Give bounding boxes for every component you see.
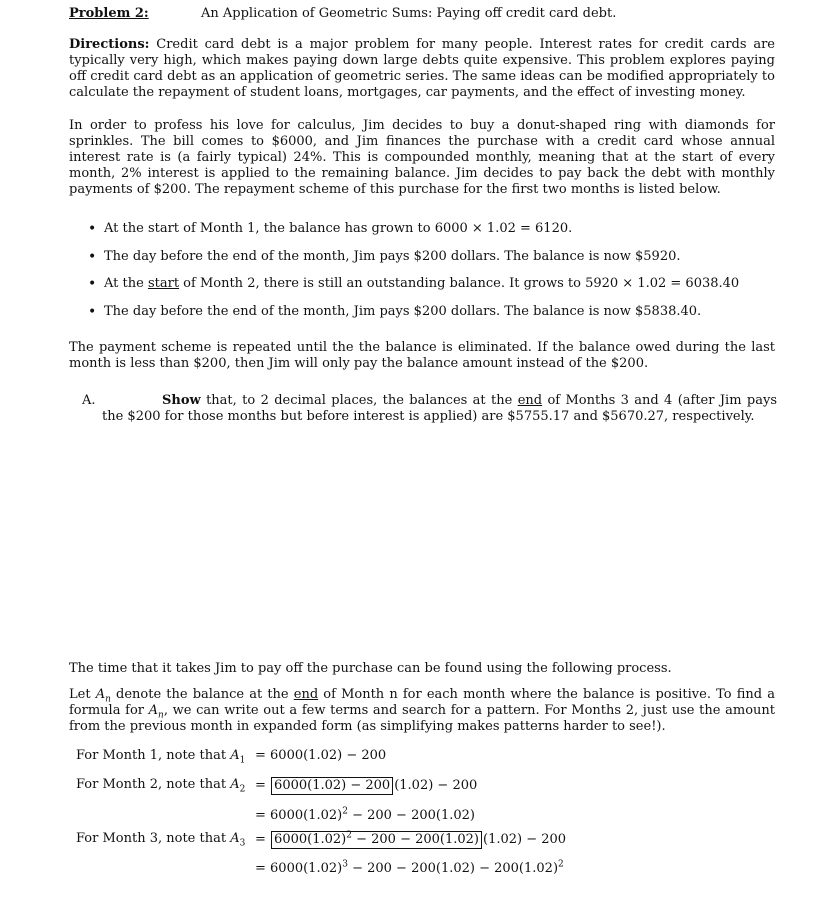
bullet-month2-start: • At the start of Month 2, there is still an outstanding balance. It grows to 5920 × 1.02 = 6038.40 — [88, 276, 778, 304]
bullet-month1-start: • At the start of Month 1, the balance has grown to 6000 × 1.02 = 6120. — [88, 221, 778, 249]
directions-text: Credit card debt is a major problem for many people. Interest rates for credit cards are typically very high, which makes paying down large debts quite expensive. This problem explores paying off credit card debt as an application of geometric series. The same ideas can be modified appropriately to calculate the repayment of student loans, mortgages, car payments, and the effect of investing money. — [69, 37, 776, 100]
repayment-bullet-list — [88, 221, 778, 331]
bullet-month1-payment: • The day before the end of the month, Jim pays $200 dollars. The balance is now $5920. — [88, 249, 778, 277]
var-a: A — [95, 687, 106, 702]
directions-label: Directions: — [69, 37, 150, 52]
start-underline: start — [147, 276, 180, 291]
problem-header — [69, 6, 789, 22]
process-paragraph: The time that it takes Jim to pay off the purchase can be found using the following process. — [69, 661, 672, 676]
bullet-month2-payment: • The day before the end of the month, Jim pays $200 dollars. The balance is now $5838.40. — [88, 304, 778, 332]
part-a-label: A. — [82, 393, 96, 408]
let-an-paragraph: Let $A_n$ denote the balance at the end of Month n for each month where the balance is positive. To find a formula for $A_n$, we can write out a few terms and search for a pattern. For Months 2, just use the amount from the previous month in expanded form (as simplifying makes patterns harder to see!). — [69, 687, 776, 734]
repeat-paragraph: The payment scheme is repeated until the the balance is eliminated. If the balance owed during the last month is less than $200, then Jim will only pay the balance amount instead of the $200. — [69, 340, 775, 371]
bracket-month3: $6000(1.02)^2 - 200 - 200(1.02)$ — [271, 831, 482, 849]
problem-title: An Application of Geometric Sums: Paying off credit card debt. — [201, 6, 617, 21]
problem-label: Problem 2: — [69, 6, 149, 21]
worksheet-page: Problem 2: An Application of Geometric Sums: Paying off credit card debt. Directions: Credit card debt is a major problem for many people. Interest rates for credit cards are typically very high, which makes paying down large debts quite expensive. This problem explores paying off credit card debt as an application of geometric series. The same ideas can be modified appropriately to calculate the repayment of student loans, mortgages, car payments, and the effect of investing money. In order to profess his love for calculus, Jim decides to buy a donut-shaped ring with diamonds for sprinkles. The bill comes to $6000, and Jim finances the purchase with a credit card whose annual interest rate is (a fairly typical) 24%. This is compounded monthly, meaning that at the start of every month, 2% interest is applied to the remaining balance. Jim decides to pay back the debt with monthly payments of $200. The repayment scheme of this purchase for the first two months is listed below. • At the start of Month 1, the balance has grown to 6000 × 1.02 = 6120. • The day before the end of the month, Jim pays $200 dollars. The balance is now $5920. • At the start of Month 2, there is still an outstanding balance. It grows to 5920 × 1.02 = 6038.40 • The day before the end of the month, Jim pays $200 dollars. The balance is now $5838.40. The payment scheme is repeated until the the balance is eliminated. If the balance owed during the last month is less than $200, then Jim will only pay the balance amount instead of the $200. A. Show that, to 2 decimal places, the balances at the end of Months 3 and 4 (after Jim pays the $200 for those months but before interest is applied) are $5755.17 and $5670.27, respectively. The time that it takes Jim to pay off the purchase can be found using the following process. Let $A_n$ denote the balance at the end of Month n for each month where the balance is positive. To find a formula for $A_n$, we can write out a few terms and search for a pattern. For Months 2, just use the amount from the previous month in expanded form (as simplifying makes patterns harder to see!). For Month 1, note that $A_1$ = 6000(1.02) − 200 For Month 2, note that $A_2$ = 6000(1.02) − 200 (1.02) − 200 = $6000(1.02)^2 - 200 - 200(1.02)$ For Month 3, note that $A_3$ = $6000(1.02)^2 - 200 - 200(1.02) (1.02) - 200$ = $6000(1.02)^3 - 200 - 200(1.02) - 200(1.02)^2$ — [0, 0, 840, 912]
directions-paragraph — [69, 37, 775, 101]
part-a-text: Show that, to 2 decimal places, the balances at the end of Months 3 and 4 (after Jim pays the $200 for those months but before interest is applied) are $5755.17 and $5670.27, respectively. — [102, 393, 777, 424]
show-label: Show — [162, 393, 201, 408]
part-a — [82, 393, 777, 425]
intro-paragraph: In order to profess his love for calculus, Jim decides to buy a donut-shaped ring with diamonds for sprinkles. The bill comes to $6000, and Jim finances the purchase with a credit card whose annual interest rate is (a fairly typical) 24%. This is compounded monthly, meaning that at the start of every month, 2% interest is applied to the remaining balance. Jim decides to pay back the debt with monthly payments of $200. The repayment scheme of this purchase for the first two months is listed below. — [69, 118, 775, 197]
bracket-month2: 6000(1.02) − 200 — [271, 777, 393, 795]
